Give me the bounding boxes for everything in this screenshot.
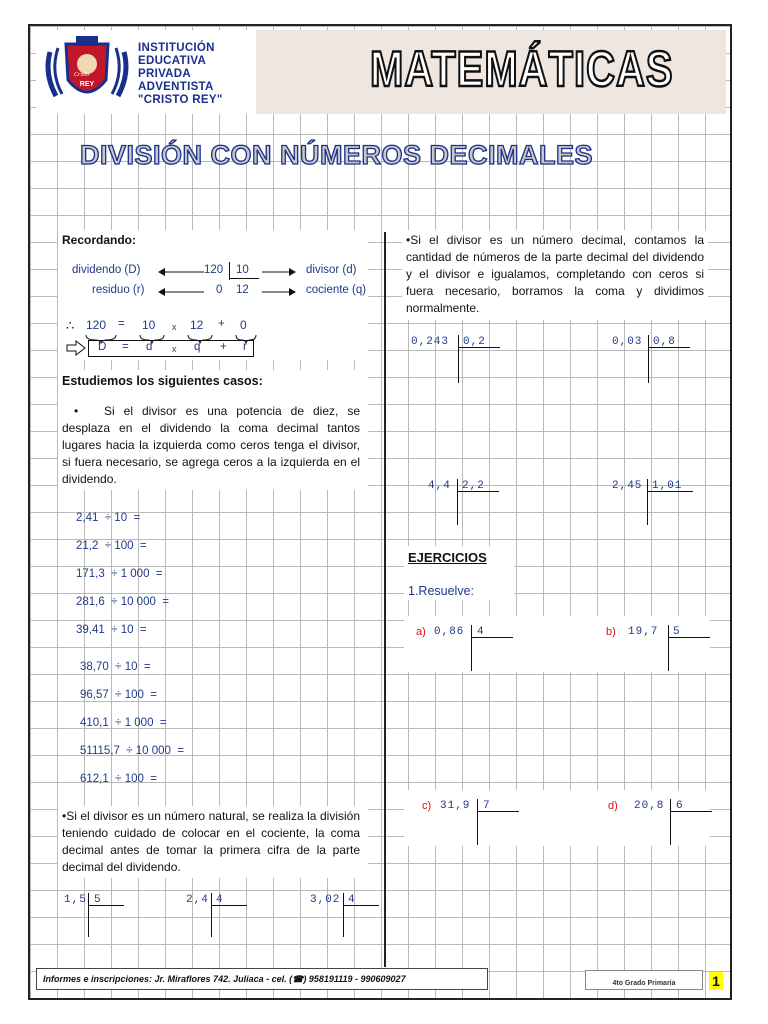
division-dividend: 2,4 bbox=[186, 894, 209, 906]
division-bracket bbox=[229, 278, 259, 279]
formula-value: 120 bbox=[86, 318, 107, 332]
institution-line: "CRISTO REY" bbox=[138, 94, 223, 106]
arrow-outline-icon bbox=[66, 340, 86, 361]
division-dividend: 2,45 bbox=[612, 480, 643, 492]
dividendo-label: dividendo (D) bbox=[72, 264, 141, 276]
division-dividend: 4,4 bbox=[428, 480, 451, 492]
institution-name bbox=[138, 42, 223, 107]
estudiemos-heading: Estudiemos los siguientes casos: bbox=[62, 374, 263, 388]
problem-letter: a) bbox=[416, 626, 426, 638]
formula-symbol: q bbox=[194, 341, 201, 353]
formula-operator: + bbox=[218, 318, 225, 330]
quotient-number: 12 bbox=[236, 284, 249, 296]
exercise-item: 51115,7 ÷ 10 000 = bbox=[80, 745, 185, 757]
therefore-symbol: ∴ bbox=[66, 318, 75, 333]
problem-divisor: 5 bbox=[673, 626, 681, 638]
problem-divisor: 7 bbox=[483, 800, 491, 812]
arrow-right-icon bbox=[262, 264, 296, 282]
problem-dividend: 20,8 bbox=[634, 800, 665, 812]
exercise-item: 612,1 ÷ 100 = bbox=[80, 773, 157, 785]
arrow-left-icon bbox=[158, 284, 204, 302]
ejercicios-heading: EJERCICIOS bbox=[408, 550, 487, 565]
exercise-item: 38,70 ÷ 10 = bbox=[80, 661, 151, 673]
formula-symbol: + bbox=[220, 341, 227, 353]
crest-rey-text: REY bbox=[79, 81, 95, 88]
grade-label: 4to Grado Primaria bbox=[585, 970, 703, 990]
division-divisor: 0,8 bbox=[653, 336, 676, 348]
problem-row-ab bbox=[404, 616, 710, 672]
resuelve-label: 1.Resuelve: bbox=[408, 584, 475, 598]
exercise-item: 171,3 ÷ 1 000 = bbox=[76, 568, 163, 580]
recordando-label: Recordando: bbox=[62, 233, 137, 247]
bullet: • bbox=[74, 404, 79, 418]
school-crest-icon bbox=[44, 34, 130, 110]
division-dividend: 3,02 bbox=[310, 894, 341, 906]
exercise-item: 39,41 ÷ 10 = bbox=[76, 624, 147, 636]
division-dividend: 0,03 bbox=[612, 336, 643, 348]
page-title: MATEMÁTICAS bbox=[370, 42, 674, 97]
crest-cristo-text: Cristo bbox=[74, 72, 90, 78]
case2-text: •Si el divisor es un número natural, se realiza la división teniendo cuidado de colocar en el cociente, la coma decimal antes de tomar la primera cifra de la parte decimal del dividendo. bbox=[62, 809, 360, 874]
institution-line: EDUCATIVA bbox=[138, 55, 207, 67]
dividend-number: 120 bbox=[204, 264, 224, 276]
division-dividend: 0,243 bbox=[411, 336, 450, 348]
case1-text: Si el divisor es una potencia de diez, se desplaza en el dividendo la coma decimal tantos lugares hacia la izquierda como ceros tenga el divisor, si fuera necesario, se agrega ceros a la izquierda en el dividendo. bbox=[62, 404, 360, 486]
division-divisor: 4 bbox=[216, 894, 224, 906]
formula-symbol: d bbox=[146, 341, 153, 353]
arrow-right-icon bbox=[262, 284, 296, 302]
exercise-item: 96,57 ÷ 100 = bbox=[80, 689, 157, 701]
problem-divisor: 4 bbox=[477, 626, 485, 638]
division-divisor: 5 bbox=[94, 894, 102, 906]
division-divisor: 1,01 bbox=[652, 480, 683, 492]
formula-value: 10 bbox=[142, 318, 156, 332]
formula-operator: = bbox=[118, 318, 125, 330]
residuo-label: residuo (r) bbox=[92, 284, 145, 296]
cociente-label: cociente (q) bbox=[306, 284, 367, 296]
arrow-left-icon bbox=[158, 264, 204, 282]
problem-dividend: 19,7 bbox=[628, 626, 659, 638]
case3-text: •Si el divisor es un número decimal, contamos la cantidad de números de la parte decimal del dividendo y el divisor e igualamos, completando con ceros si fuera necesario, borramos la coma y dividimos normalmente. bbox=[406, 233, 704, 315]
exercise-item: 410,1 ÷ 1 000 = bbox=[80, 717, 167, 729]
institution-line: PRIVADA bbox=[138, 68, 192, 80]
formula-value: 12 bbox=[190, 318, 204, 332]
problem-letter: d) bbox=[608, 800, 618, 812]
division-divisor: 4 bbox=[348, 894, 356, 906]
exercise-item: 21,2 ÷ 100 = bbox=[76, 540, 147, 552]
formula-symbol: = bbox=[122, 341, 129, 353]
division-divisor: 2,2 bbox=[462, 480, 485, 492]
institution-line: ADVENTISTA bbox=[138, 81, 214, 93]
problem-letter: c) bbox=[422, 800, 432, 812]
footer-info: Informes e inscripciones: Jr. Miraflores 742. Juliaca - cel. (☎) 958191119 - 990609027 bbox=[36, 968, 488, 990]
exercise-item: 2,41 ÷ 10 = bbox=[76, 512, 141, 524]
lesson-subtitle: DIVISIÓN CON NÚMEROS DECIMALES bbox=[80, 140, 594, 170]
institution-line: INSTITUCIÓN bbox=[138, 42, 215, 54]
column-divider bbox=[384, 232, 386, 967]
formula-symbol: x bbox=[172, 344, 177, 354]
problem-dividend: 0,86 bbox=[434, 626, 465, 638]
formula-value: 0 bbox=[240, 318, 247, 332]
division-dividend: 1,5 bbox=[64, 894, 87, 906]
problem-dividend: 31,9 bbox=[440, 800, 471, 812]
problem-divisor: 6 bbox=[676, 800, 684, 812]
formula-operator: x bbox=[172, 322, 177, 332]
division-divisor: 0,2 bbox=[463, 336, 486, 348]
residue-number: 0 bbox=[216, 284, 223, 296]
problem-row-cd bbox=[404, 790, 710, 846]
divisor-number: 10 bbox=[236, 264, 249, 276]
page-number: 1 bbox=[709, 972, 723, 990]
exercise-item: 281,6 ÷ 10 000 = bbox=[76, 596, 169, 608]
formula-symbol: r bbox=[243, 341, 247, 353]
formula-box bbox=[88, 340, 254, 357]
formula-symbol: D bbox=[98, 341, 107, 353]
divisor-label: divisor (d) bbox=[306, 264, 357, 276]
problem-letter: b) bbox=[606, 626, 616, 638]
